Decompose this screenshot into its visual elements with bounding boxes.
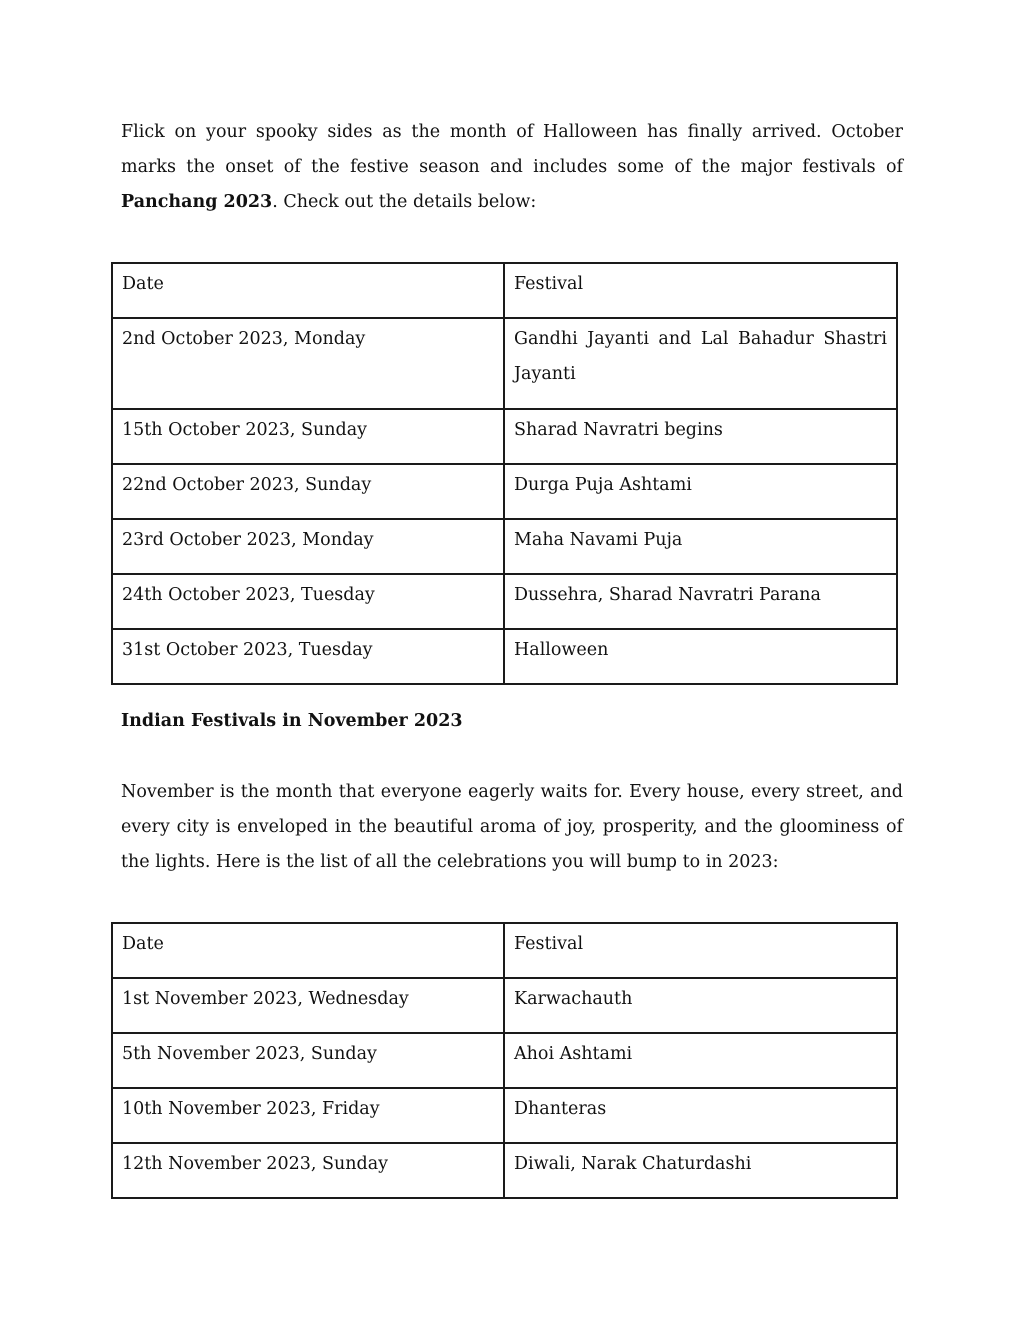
- table-row: [112, 1088, 897, 1143]
- festival-cell: Diwali, Narak Chaturdashi: [504, 1143, 897, 1198]
- table-row: [112, 1143, 897, 1198]
- table-row: [112, 318, 897, 409]
- table-row: [112, 1033, 897, 1088]
- intro-text-after-bold: . Check out the details below:: [272, 192, 537, 212]
- date-cell: 15th October 2023, Sunday: [112, 409, 504, 464]
- festival-cell: Sharad Navratri begins: [504, 409, 897, 464]
- date-column-header: Date: [112, 923, 504, 978]
- november-intro-paragraph: November is the month that everyone eagerly waits for. Every house, every street, and every city is enveloped in the beautiful aroma of joy, prosperity, and the gloominess of the lights. Here is the list of all the celebrations you will bump to in 2023:: [121, 782, 903, 872]
- november-section-heading: Indian Festivals in November 2023: [121, 711, 463, 731]
- festival-cell: Karwachauth: [504, 978, 897, 1033]
- festival-cell: Maha Navami Puja: [504, 519, 897, 574]
- festival-column-header: Festival: [504, 263, 897, 318]
- table-row: [112, 978, 897, 1033]
- intro-text-before-bold: Flick on your spooky sides as the month of Halloween has finally arrived. October marks the onset of the festive season and includes some of the major festivals of: [121, 122, 903, 177]
- table-row: [112, 519, 897, 574]
- date-cell: 5th November 2023, Sunday: [112, 1033, 504, 1088]
- date-cell: 24th October 2023, Tuesday: [112, 574, 504, 629]
- date-cell: 10th November 2023, Friday: [112, 1088, 504, 1143]
- date-cell: 1st November 2023, Wednesday: [112, 978, 504, 1033]
- november-festival-table: [111, 922, 898, 1199]
- date-cell: 31st October 2023, Tuesday: [112, 629, 504, 684]
- october-festival-table: [111, 262, 898, 685]
- date-cell: 12th November 2023, Sunday: [112, 1143, 504, 1198]
- table-row: [112, 464, 897, 519]
- table-row: [112, 409, 897, 464]
- october-intro-paragraph: [121, 115, 903, 220]
- festival-cell: Dhanteras: [504, 1088, 897, 1143]
- table-row: [112, 629, 897, 684]
- festival-cell: Halloween: [504, 629, 897, 684]
- date-column-header: Date: [112, 263, 504, 318]
- festival-cell: Gandhi Jayanti and Lal Bahadur Shastri Jayanti: [504, 318, 897, 409]
- table-header-row: [112, 923, 897, 978]
- festival-cell: Dussehra, Sharad Navratri Parana: [504, 574, 897, 629]
- festival-cell: Durga Puja Ashtami: [504, 464, 897, 519]
- table-header-row: [112, 263, 897, 318]
- date-cell: 2nd October 2023, Monday: [112, 318, 504, 409]
- date-cell: 23rd October 2023, Monday: [112, 519, 504, 574]
- table-row: [112, 574, 897, 629]
- festival-cell: Ahoi Ashtami: [504, 1033, 897, 1088]
- festival-column-header: Festival: [504, 923, 897, 978]
- date-cell: 22nd October 2023, Sunday: [112, 464, 504, 519]
- panchang-bold-text: Panchang 2023: [121, 192, 273, 212]
